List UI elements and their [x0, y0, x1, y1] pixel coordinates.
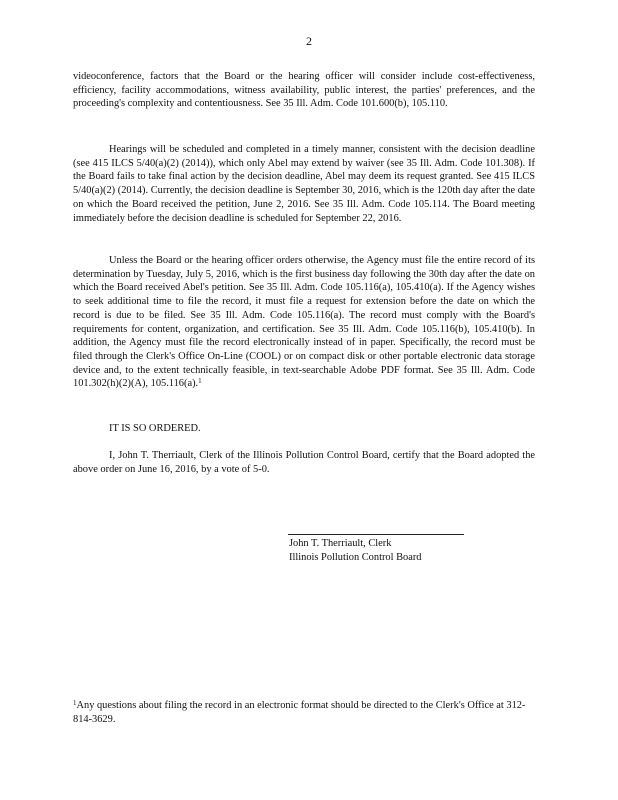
paragraph-record-filing [73, 254, 535, 391]
footnote [73, 699, 535, 726]
footnote-marker: 1 [73, 699, 77, 707]
footnote-text: Any questions about filing the record in an electronic format should be directed to the Clerk's Office at 312-814-3629. [73, 700, 526, 725]
paragraph-hearing-schedule: Hearings will be scheduled and completed in a timely manner, consistent with the decision deadline (see 415 ILCS 5/40(a)(2) (2014)), which only Abel may extend by waiver (see 35 Ill. Adm. Code 101.308). If the Board fails to take final action by the decision deadline, Abel may deem its request granted. See 415 ILCS 5/40(a)(2) (2014). Currently, the decision deadline is September 30, 2016, which is the 120th day after the date on which the Board received the petition, June 2, 2016. See 35 Ill. Adm. Code 105.114. The Board meeting immediately before the decision deadline is scheduled for September 22, 2016. [73, 144, 535, 224]
signature-organization: Illinois Pollution Control Board [289, 551, 422, 563]
signature-line [288, 534, 464, 535]
footnote-reference: 1 [198, 377, 202, 386]
clerk-certification: I, John T. Therriault, Clerk of the Illinois Pollution Control Board, certify that the Board adopted the above order on June 16, 2016, by a vote of 5-0. [73, 450, 535, 475]
page-number: 2 [306, 34, 312, 48]
paragraph-hearing-factors: videoconference, factors that the Board or the hearing officer will consider include cost-effectiveness, efficiency, facility accommodations, witness availability, public interest, the parties' preferences, and the proceeding's complexity and contentiousness. See 35 Ill. Adm. Code 101.600(b), 105.110. [73, 71, 535, 110]
signature-block [289, 537, 422, 564]
signature-name: John T. Therriault, Clerk [289, 538, 392, 549]
record-filing-text: Unless the Board or the hearing officer orders otherwise, the Agency must file the entire record of its determination by Tuesday, July 5, 2016, which is the first business day following the 30th day after the date on which the Board received Abel's petition. See 35 Ill. Adm. Code 105.116(a), 105.410(a). If the Agency wishes to seek additional time to file the record, it must file a request for extension before the date on which the record is due to be filed. See 35 Ill. Adm. Code 105.116(a). The record must comply with the Board's requirements for content, organization, and certification. See 35 Ill. Adm. Code 105.116(b), 105.410(b). In addition, the Agency must file the record electronically instead of in paper. Specifically, the record must be filed through the Clerk's Office On-Line (COOL) or on compact disk or other portable electronic data storage device and, to the extent technically feasible, in text-searchable Adobe PDF format. See 35 Ill. Adm. Code 101.302(h)(2)(A), 105.116(a). [73, 255, 535, 390]
order-statement: IT IS SO ORDERED. [109, 423, 201, 434]
